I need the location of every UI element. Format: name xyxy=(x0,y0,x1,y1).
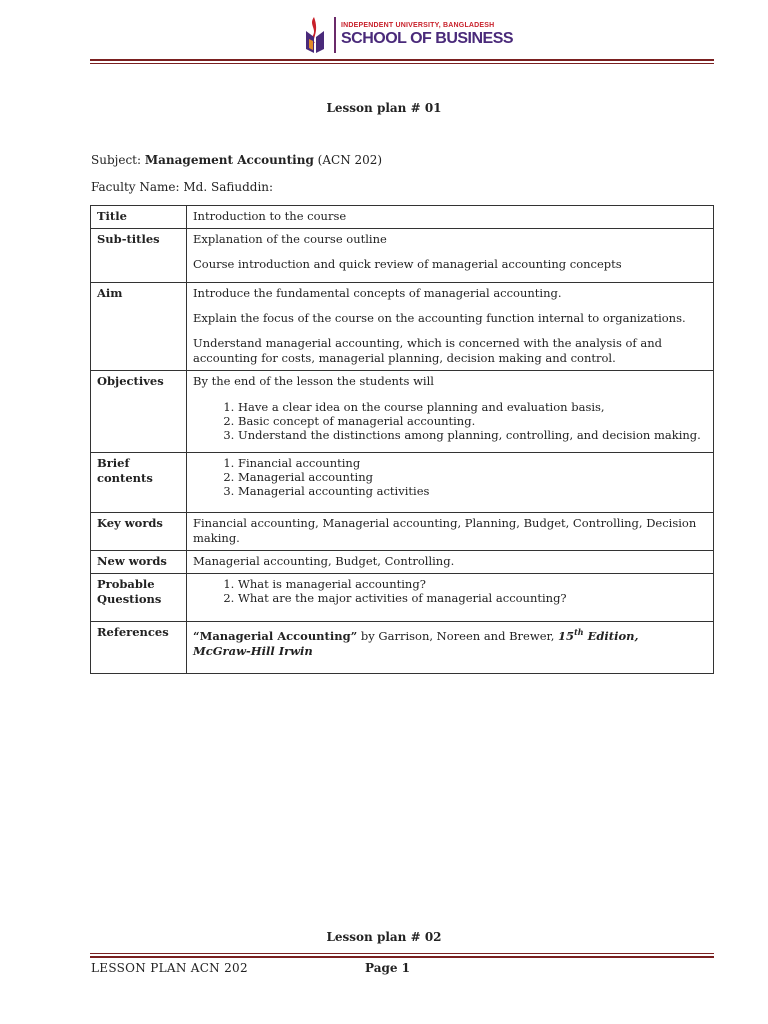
subtitle-2: Course introduction and quick review of managerial accounting concepts xyxy=(193,257,622,271)
row-value xyxy=(187,574,714,622)
reference-edition-num: 15 xyxy=(558,628,575,643)
reference-edition-sup: th xyxy=(574,627,584,637)
row-label: New words xyxy=(91,551,187,574)
reference-edition-rest: Edition, xyxy=(583,628,639,643)
aim-3: Understand managerial accounting, which is concerned with the analysis of and accounting for costs, managerial planning, decision making and control. xyxy=(193,336,662,365)
lesson-plan-table xyxy=(90,205,714,674)
logo-text xyxy=(341,22,513,48)
row-label: Probable Questions xyxy=(91,574,187,622)
reference-publisher: McGraw-Hill Irwin xyxy=(193,643,313,658)
subject-line xyxy=(91,153,382,167)
logo-divider xyxy=(334,17,336,53)
faculty-label: Faculty Name: xyxy=(91,180,180,194)
subject-code: (ACN 202) xyxy=(317,153,383,167)
faculty-line xyxy=(91,180,273,194)
logo-university: INDEPENDENT UNIVERSITY, BANGLADESH xyxy=(341,22,495,29)
table-row-title xyxy=(91,206,714,229)
table-row-brief xyxy=(91,453,714,513)
footer-rule-thin xyxy=(90,953,714,954)
brief-list xyxy=(193,456,707,498)
list-item: 3. Understand the distinctions among planning, controlling, and decision making. xyxy=(238,428,707,442)
table-row-questions xyxy=(91,574,714,622)
table-row-keywords xyxy=(91,513,714,551)
row-label: Objectives xyxy=(91,371,187,453)
subtitle-1: Explanation of the course outline xyxy=(193,232,387,246)
objectives-intro: By the end of the lesson the students will xyxy=(193,374,434,388)
lesson-plan-title: Lesson plan # 01 xyxy=(326,101,442,115)
list-item: 2. Managerial accounting xyxy=(238,470,707,484)
logo-school: SCHOOL OF BUSINESS xyxy=(341,30,514,47)
row-value: Introduction to the course xyxy=(187,206,714,229)
row-label: Key words xyxy=(91,513,187,551)
list-item: 1. Have a clear idea on the course planning and evaluation basis, xyxy=(238,400,707,414)
reference-book: “Managerial Accounting” xyxy=(193,628,358,643)
next-lesson-plan-title: Lesson plan # 02 xyxy=(326,930,442,944)
list-item: 2. What are the major activities of managerial accounting? xyxy=(238,591,707,605)
row-label: Sub-titles xyxy=(91,229,187,283)
footer-rule xyxy=(90,956,714,958)
aim-1: Introduce the fundamental concepts of managerial accounting. xyxy=(193,286,562,300)
aim-2: Explain the focus of the course on the accounting function internal to organizations. xyxy=(193,311,686,325)
faculty-name: Md. Safiuddin: xyxy=(183,180,274,194)
list-item: 2. Basic concept of managerial accounting. xyxy=(238,414,707,428)
row-label: Title xyxy=(91,206,187,229)
row-label: Brief contents xyxy=(91,453,187,513)
row-value: Managerial accounting, Budget, Controlling. xyxy=(187,551,714,574)
header-rule xyxy=(90,59,714,61)
subject-label: Subject: xyxy=(91,153,142,167)
table-row-newwords xyxy=(91,551,714,574)
flame-logo-icon xyxy=(300,15,330,55)
list-item: 1. Financial accounting xyxy=(238,456,707,470)
header-rule-thin xyxy=(90,63,714,64)
list-item: 3. Managerial accounting activities xyxy=(238,484,707,498)
school-logo xyxy=(300,14,513,56)
row-label: Aim xyxy=(91,283,187,371)
list-item: 1. What is managerial accounting? xyxy=(238,577,707,591)
subject-name: Management Accounting xyxy=(144,153,314,167)
questions-list xyxy=(193,577,707,605)
row-value xyxy=(187,453,714,513)
row-label: References xyxy=(91,622,187,674)
row-value xyxy=(187,371,714,453)
row-value xyxy=(187,283,714,371)
row-value xyxy=(187,622,714,674)
objectives-list xyxy=(193,400,707,442)
table-row-subtitles xyxy=(91,229,714,283)
reference-authors: by Garrison, Noreen and Brewer, xyxy=(357,628,559,643)
footer-page-number: Page 1 xyxy=(365,961,411,975)
footer-document-name: LESSON PLAN ACN 202 xyxy=(91,961,248,975)
row-value: Financial accounting, Managerial accounting, Planning, Budget, Controlling, Decision making. xyxy=(187,513,714,551)
table-row-references xyxy=(91,622,714,674)
table-row-aim xyxy=(91,283,714,371)
table-row-objectives xyxy=(91,371,714,453)
row-value xyxy=(187,229,714,283)
